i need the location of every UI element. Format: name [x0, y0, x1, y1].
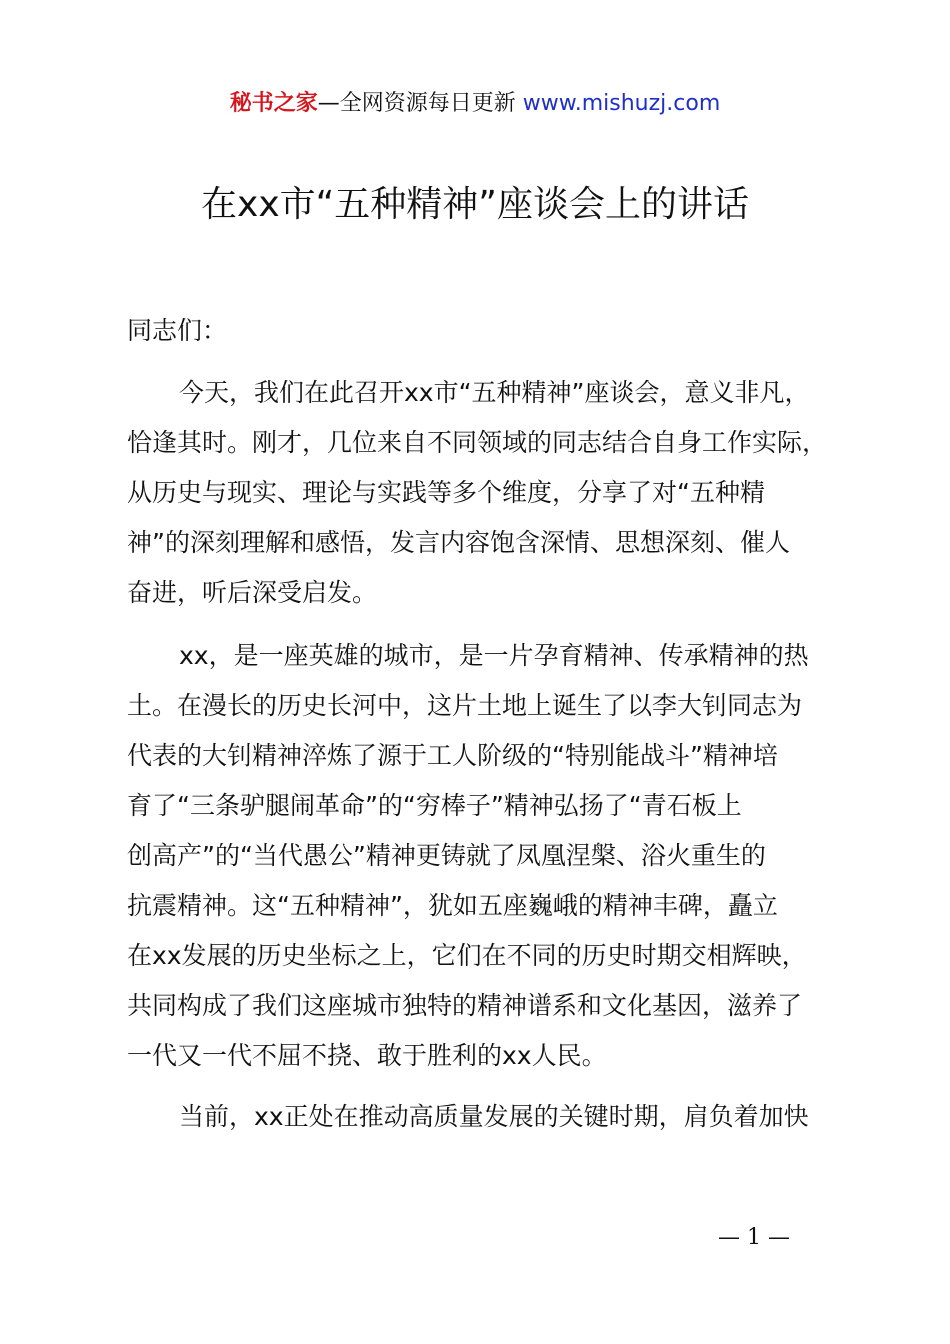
paragraph-line: 代表的大钊精神淬炼了源于工人阶级的“特别能战斗”精神培: [127, 741, 778, 770]
site-brand: 秘书之家: [229, 91, 318, 116]
paragraph-line: 抗震精神。这“五种精神”，犹如五座巍峨的精神丰碑，矗立: [127, 891, 778, 920]
paragraph-line: 奋进，听后深受启发。: [127, 578, 378, 607]
paragraph-line: xx，是一座英雄的城市，是一片孕育精神、传承精神的热: [179, 641, 809, 670]
paragraph-line: 当前，xx正处在推动高质量发展的关键时期，肩负着加快: [179, 1102, 809, 1131]
paragraph-line: 共同构成了我们这座城市独特的精神谱系和文化基因，滋养了: [127, 991, 803, 1020]
site-url-link[interactable]: www.mishuzj.com: [522, 91, 721, 116]
paragraph-line: 一代又一代不屈不挠、敢于胜利的xx人民。: [127, 1041, 607, 1070]
paragraph-line: 育了“三条驴腿闹革命”的“穷棒子”精神弘扬了“青石板上: [127, 791, 742, 820]
paragraph-line: 神”的深刻理解和感悟，发言内容饱含深情、思想深刻、催人: [127, 528, 790, 557]
document-title: 在xx市“五种精神”座谈会上的讲话: [201, 184, 749, 225]
site-tagline: —全网资源每日更新: [317, 91, 516, 116]
paragraph-line: 恰逢其时。刚才，几位来自不同领域的同志结合自身工作实际，: [127, 428, 828, 457]
paragraph-1: [127, 368, 867, 618]
paragraph-line: 今天，我们在此召开xx市“五种精神”座谈会，意义非凡，: [179, 378, 810, 407]
page-number: — 1 —: [718, 1225, 790, 1250]
paragraph-line: 在xx发展的历史坐标之上，它们在不同的历史时期交相辉映，: [127, 941, 807, 970]
paragraph-line: 土。在漫长的历史长河中，这片土地上诞生了以李大钊同志为: [127, 691, 803, 720]
site-header: [0, 88, 950, 120]
paragraph-2: [127, 631, 867, 1081]
paragraph-3: [127, 1092, 867, 1142]
salutation: 同志们：: [127, 316, 228, 345]
paragraph-line: 从历史与现实、理论与实践等多个维度，分享了对“五种精: [127, 478, 765, 507]
paragraph-line: 创高产”的“当代愚公”精神更铸就了凤凰涅槃、浴火重生的: [127, 841, 766, 870]
